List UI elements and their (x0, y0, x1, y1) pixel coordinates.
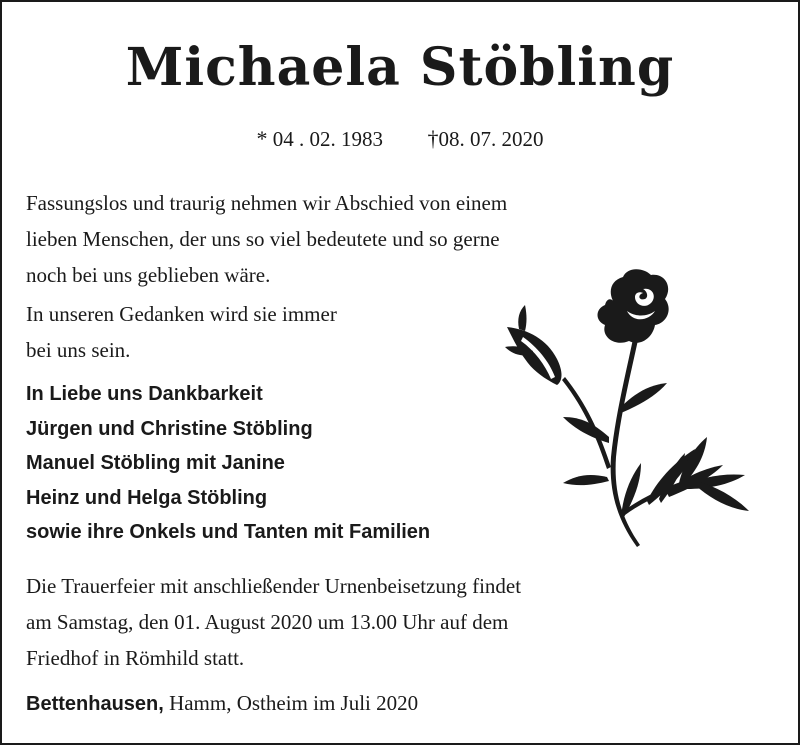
text-line: In unseren Gedanken wird sie immer (26, 302, 337, 326)
place-bold: Bettenhausen, (26, 693, 164, 715)
birth-symbol: * (256, 126, 268, 151)
mourner-line: sowie ihre Onkels und Tanten mit Familien (26, 521, 431, 543)
text-line: bei uns sein. (26, 338, 131, 362)
mourner-line: In Liebe uns Dankbarkeit (26, 383, 263, 405)
birth-date: 04 . 02. 1983 (272, 127, 383, 151)
text-line: Friedhof in Römhild statt. (26, 646, 245, 670)
place-and-date-line (26, 685, 746, 722)
text-line: Die Trauerfeier mit anschließender Urnenbeisetzung findet (26, 574, 522, 598)
mourner-line: Jürgen und Christine Stöbling (26, 417, 313, 440)
death-date: 08. 07. 2020 (438, 127, 544, 151)
memory-paragraph (26, 296, 466, 368)
text-line: am Samstag, den 01. August 2020 um 13.00 Uhr auf dem (26, 610, 509, 634)
rose-icon (497, 267, 757, 557)
text-line: noch bei uns geblieben wäre. (26, 263, 271, 287)
place-rest: Hamm, Ostheim im Juli 2020 (163, 691, 419, 715)
death-symbol: † (427, 126, 439, 151)
deceased-name: Michaela Stöbling (125, 37, 675, 98)
life-dates (2, 124, 798, 154)
mourner-line: Heinz und Helga Stöbling (26, 486, 268, 509)
text-line: lieben Menschen, der uns so viel bedeutete und so gerne (26, 227, 500, 251)
mourner-line: Manuel Stöbling mit Janine (26, 452, 285, 474)
mourners-list (26, 377, 546, 550)
funeral-info-paragraph (26, 568, 746, 676)
text-line: Fassungslos und traurig nehmen wir Abschied von einem (26, 191, 508, 215)
